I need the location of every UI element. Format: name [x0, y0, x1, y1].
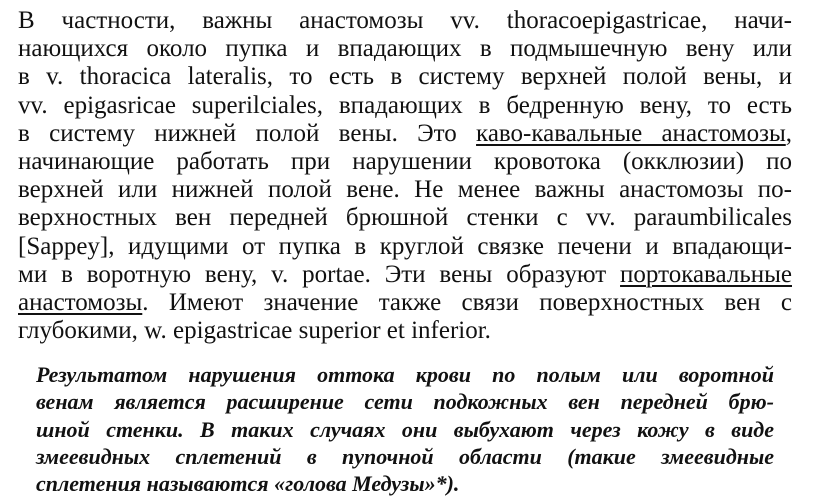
paragraph-line — [18, 177, 792, 202]
underlined-term: каво-кавальные анастомозы — [476, 119, 786, 147]
text-segment: верхностных вен передней брюшной стенки с vv. paraumbilicales — [18, 204, 792, 232]
note-line: сплетения называются «голова Медузы»*). — [36, 471, 460, 497]
paragraph-line — [18, 234, 792, 259]
paragraph-line — [18, 93, 792, 118]
note-line: змеевидных сплетений в пупочной области (такие змеевидные — [36, 443, 774, 469]
text-segment: нающихся около пупка и впадающих в подмышечную вену или — [18, 35, 792, 63]
paragraph-line — [18, 64, 792, 89]
text-segment: В частности, важны анастомозы vv. thoracoepigastricae, начи- — [18, 7, 792, 34]
paragraph-line — [18, 205, 792, 230]
text-segment: , — [785, 119, 792, 147]
underlined-term: портокавальные — [620, 260, 792, 288]
paragraph-line — [18, 8, 792, 33]
text-segment: [Sappey], идущими от пупка в круглой связке печени и впадающи- — [18, 232, 792, 260]
note-line: венам является расширение сети подкожных вен передней брю- — [36, 389, 774, 415]
paragraph-line — [18, 149, 792, 174]
note-line: шной стенки. В таких случаях они выбухают через кожу в виде — [36, 416, 774, 442]
text-segment: в v. thoracica lateralis, то есть в систему верхней полой вены, и — [18, 63, 792, 91]
text-segment: в систему нижней полой вены. Это — [18, 119, 477, 147]
text-segment: . Имеют значение также связи поверхностных вен с — [142, 289, 792, 316]
text-segment: верхней или нижней полой вене. Не менее важны анастомозы по- — [18, 176, 792, 204]
text-segment: ми в воротную вену, v. portae. Эти вены образуют — [18, 260, 621, 288]
underlined-term: анастомозы — [18, 289, 143, 316]
text-segment: глубокими, w. epigastricae superior et inferior. — [18, 317, 491, 345]
note-line: Результатом нарушения оттока крови по полым или воротной — [36, 362, 774, 387]
text-segment: начинающие работать при нарушении кровотока (окклюзии) по — [18, 148, 792, 175]
paragraph-line — [18, 121, 792, 146]
paragraph-line — [18, 262, 792, 287]
paragraph-line — [18, 318, 491, 343]
paragraph-line — [18, 36, 792, 61]
text-segment: vv. epigasricae superilciales, впадающих в бедренную вену, то есть — [18, 91, 792, 119]
paragraph-line — [18, 290, 792, 315]
